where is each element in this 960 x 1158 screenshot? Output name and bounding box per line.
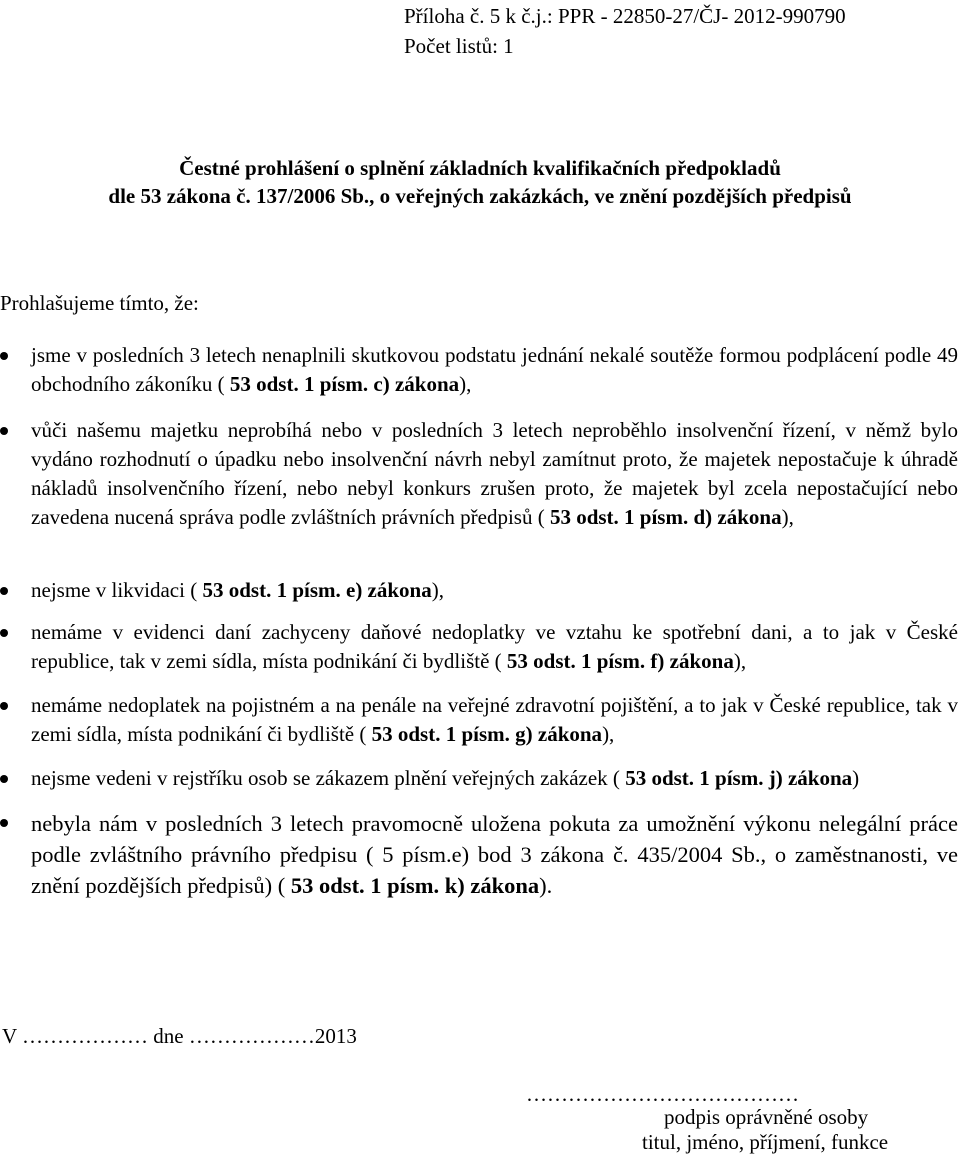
header-page-count: Počet listů: 1 xyxy=(404,34,514,58)
list-item-text: nemáme nedoplatek na pojistném a na penále na veřejné zdravotní pojištění, a to jak v České republice, tak v zemi sídla, místa podnikání či bydliště ( 53 odst. 1 písm. g) zákona), xyxy=(31,693,958,746)
list-item-text: jsme v posledních 3 letech nenaplnili skutkovou podstatu jednání nekalé soutěže formou podplácení podle 49 obchodního zákoníku ( 53 odst. 1 písm. c) zákona), xyxy=(31,343,958,396)
signature-label: podpis oprávněné osoby xyxy=(664,1105,869,1129)
list-item-text: nejsme v likvidaci ( 53 odst. 1 písm. e) zákona), xyxy=(31,578,444,602)
signature-details-label: titul, jméno, příjmení, funkce xyxy=(642,1130,889,1154)
document-title-line1: Čestné prohlášení o splnění základních kvalifikačních předpokladů xyxy=(179,156,781,180)
bullet-icon xyxy=(0,587,8,595)
place-date-field: V ……………… dne ………………2013 xyxy=(2,1024,357,1048)
bullet-icon xyxy=(0,702,8,710)
bullet-icon xyxy=(0,775,8,783)
list-item-text: vůči našemu majetku neprobíhá nebo v posledních 3 letech neproběhlo insolvenční řízení, v němž bylo vydáno rozhodnutí o úpadku nebo insolvenční návrh nebyl zamítnut proto, že majetek nepostačuje k úhradě nákladů insolvenčního řízení, nebo nebyl konkurs zrušen proto, že majetek byl zcela nepostačující nebo zavedena nucená správa podle zvláštních právních předpisů ( 53 odst. 1 písm. d) zákona), xyxy=(31,418,958,529)
bullet-icon xyxy=(0,427,8,435)
header-reference: Příloha č. 5 k č.j.: PPR - 22850-27/ČJ- 2012-990790 xyxy=(404,4,846,28)
document-title-line2: dle 53 zákona č. 137/2006 Sb., o veřejných zakázkách, ve znění pozdějších předpisů xyxy=(108,184,852,208)
intro-statement: Prohlašujeme tímto, že: xyxy=(0,291,199,315)
bullet-icon xyxy=(0,352,8,360)
list-item-text: nebyla nám v posledních 3 letech pravomocně uložena pokuta za umožnění výkonu nelegální práce podle zvláštního právního předpisu ( 5 písm.e) bod 3 zákona č. 435/2004 Sb., o zaměstnanosti, ve znění pozdějších předpisů) ( 53 odst. 1 písm. k) zákona). xyxy=(31,811,958,898)
list-item-text: nemáme v evidenci daní zachyceny daňové nedoplatky ve vztahu ke spotřební dani, a to jak v České republice, tak v zemi sídla, místa podnikání či bydliště ( 53 odst. 1 písm. f) zákona), xyxy=(31,620,958,673)
list-item-text: nejsme vedeni v rejstříku osob se zákazem plnění veřejných zakázek ( 53 odst. 1 písm. j) zákona) xyxy=(31,766,860,790)
bullet-icon xyxy=(0,819,8,827)
signature-line: ………………………………… xyxy=(526,1082,799,1106)
bullet-icon xyxy=(0,629,8,637)
